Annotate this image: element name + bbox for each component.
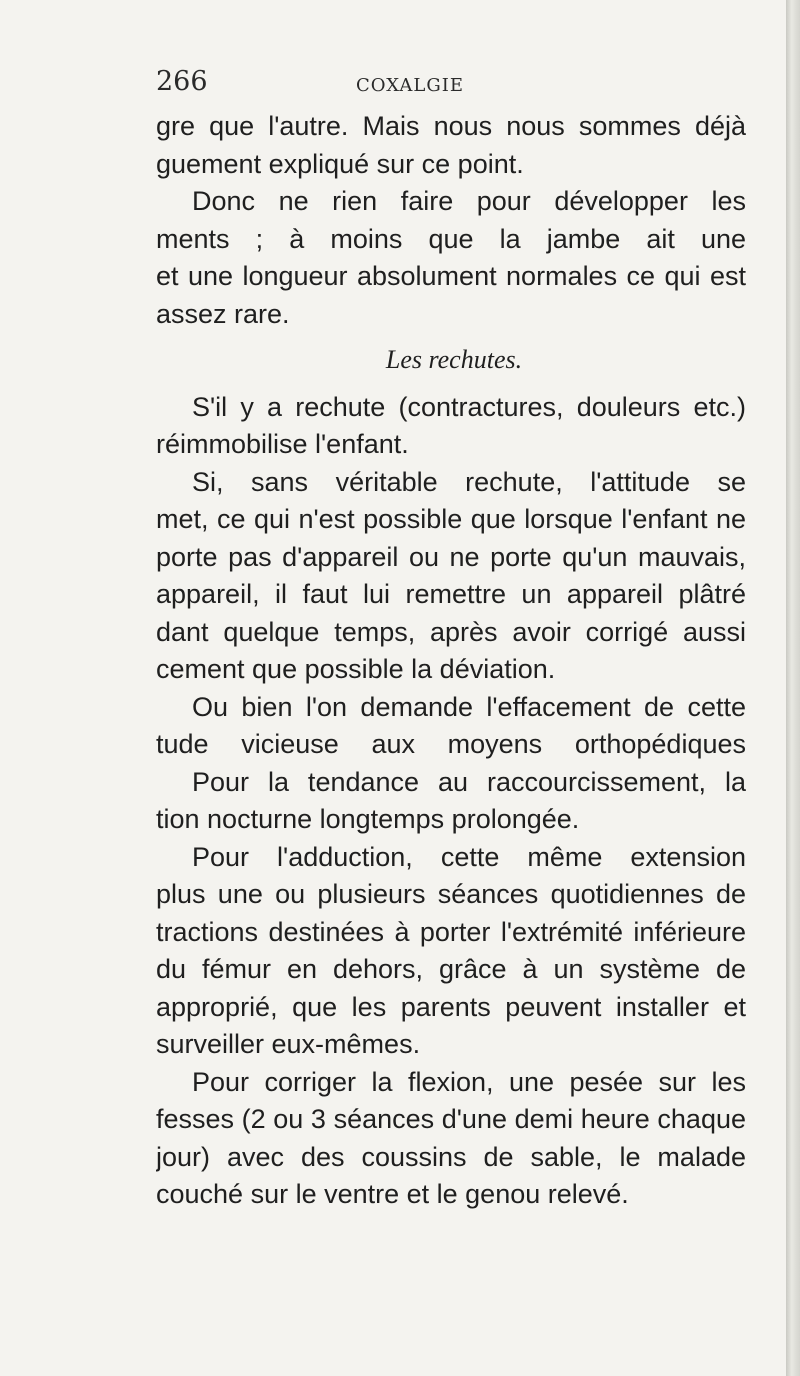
text-line: Si, sans véritable rechute, l'attitude se [192, 466, 746, 497]
text-line: appareil, il faut lui remettre un appareil plâtré [156, 579, 746, 609]
text-line: guement expliqué sur ce point. [156, 148, 524, 179]
text-line: Pour la tendance au raccourcissement, la [192, 766, 746, 797]
text-line: cement que possible la déviation. [156, 654, 556, 684]
text-line: Ou bien l'on demande l'effacement de cette [192, 691, 746, 722]
body-text [156, 108, 746, 1214]
text-line: du fémur en dehors, grâce à un système de [156, 954, 746, 984]
running-head: COXALGIE [356, 75, 464, 96]
text-line: assez rare. [156, 298, 290, 329]
text-line: S'il y a rechute (contractures, douleurs etc.) [192, 391, 746, 422]
text-line: plus une ou plusieurs séances quotidiennes de [156, 879, 746, 909]
text-line: réimmobilise l'enfant. [156, 429, 409, 459]
text-line: fesses (2 ou 3 séances d'une demi heure chaque [156, 1104, 746, 1134]
page-number: 266 [156, 66, 208, 97]
text-line: tude vicieuse aux moyens orthopédiques [156, 729, 746, 759]
text-line: Pour corriger la flexion, une pesée sur les [192, 1066, 746, 1097]
text-line: dant quelque temps, après avoir corrigé aussi [156, 616, 746, 647]
text-line: et une longueur absolument normales ce qui est [156, 261, 746, 291]
text-line: Donc ne rien faire pour développer les [192, 186, 746, 216]
page-header [0, 66, 788, 106]
section-heading: Les rechutes. [385, 345, 523, 374]
text-line: couché sur le ventre et le genou relevé. [156, 1179, 629, 1209]
page-edge [786, 0, 800, 1376]
text-line: jour) avec des coussins de sable, le malade [156, 1141, 746, 1172]
text-line: porte pas d'appareil ou ne porte qu'un mauvais, [156, 541, 746, 572]
text-line: tion nocturne longtemps prolongée. [156, 804, 580, 834]
text-line: ments ; à moins que la jambe ait une [156, 223, 746, 254]
text-line: approprié, que les parents peuvent installer et [156, 991, 746, 1022]
text-line: Pour l'adduction, cette même extension [192, 841, 746, 872]
text-line: gre que l'autre. Mais nous nous sommes déjà [156, 111, 746, 141]
text-line: tractions destinées à porter l'extrémité inférieure [156, 916, 746, 947]
text-line: surveiller eux-mêmes. [156, 1029, 421, 1059]
text-line: met, ce qui n'est possible que lorsque l'enfant ne [156, 504, 746, 534]
